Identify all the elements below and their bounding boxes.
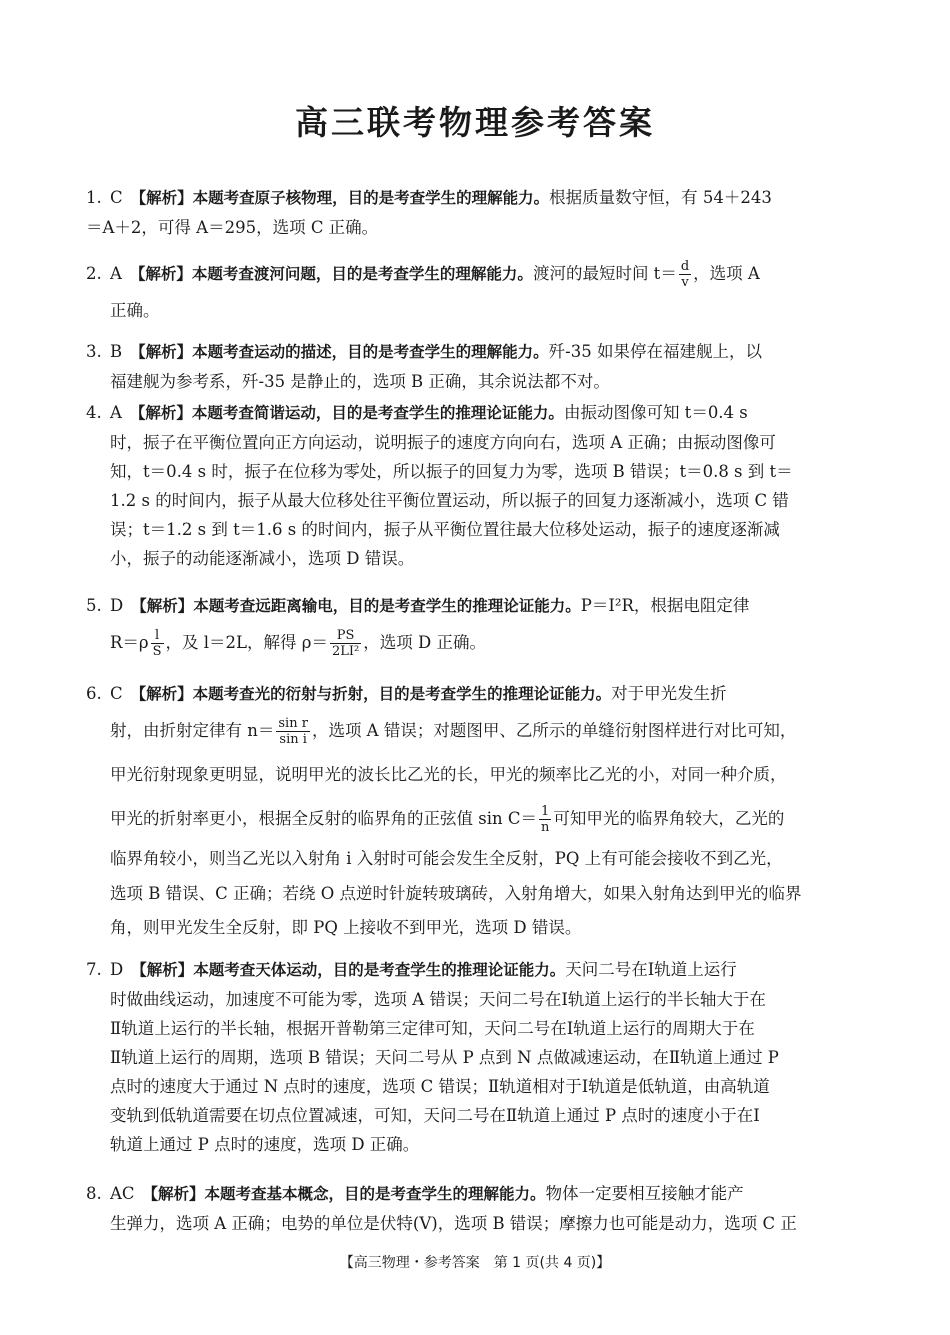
answer-item-3: 3. B 【解析】本题考查运动的描述，目的是考查学生的理解能力。歼-35 如果停在福建舰上，以 福建舰为参考系，歼-35 是静止的，选项 B 正确，其余说法都不对。 <box>86 342 762 391</box>
fraction-d-over-v: $\frac{d}{v}$ <box>680 259 690 290</box>
page-footer: 【高三物理・参考答案 第 1 页(共 4 页)】 <box>339 1255 611 1271</box>
answer-item-1: 1. C 【解析】本题考查原子核物理，目的是考查学生的理解能力。根据质量数守恒，有 54＋243 ＝A＋2，可得 A＝295，选项 C 正确。 <box>86 188 772 237</box>
answer-item-5: 5. D 【解析】本题考查远距离输电，目的是考查学生的推理论证能力。P＝I²R，根据电阻定律 R＝ρ $\frac{l}{S}$ ，及 l＝2L，解得 ρ＝ $\frac{PS}{\text{2LI²}}$ ，选项 D 正确。 <box>86 596 750 659</box>
page-title: 高三联考物理参考答案 <box>295 103 655 142</box>
fraction-ps-over-2li2: $\frac{PS}{\text{2LI²}}$ <box>331 628 360 659</box>
fraction-l-over-s: $\frac{l}{S}$ <box>152 628 162 659</box>
fraction-sinr-over-sini: $\frac{\text{sin r}}{\text{sin i}}$ <box>278 716 308 747</box>
answer-item-7: 7. D 【解析】本题考查天体运动，目的是考查学生的推理论证能力。天问二号在Ⅰ轨道上运行 时做曲线运动，加速度不可能为零，选项 A 错误；天问二号在Ⅰ轨道上运行的半长轴大于在 Ⅱ轨道上运行的半长轴，根据开普勒第三定律可知，天问二号在Ⅰ轨道上运行的周期大于在 Ⅱ轨道上运行的周期，选项 B 错误；天问二号从 P 点到 N 点做减速运动，在Ⅱ轨道上通过 P 点时的速度大于通过 N 点时的速度，选项 C 错误；Ⅱ轨道相对于Ⅰ轨道是低轨道，由高轨道 变轨到低轨道需要在切点位置减速，可知，天问二号在Ⅱ轨道上通过 P 点时的速度小于在Ⅰ 轨道上通过 P 点时的速度，选项 D 正确。 <box>86 960 779 1154</box>
answer-item-2: 2. A 【解析】本题考查渡河问题，目的是考查学生的理解能力。渡河的最短时间 t＝ $\frac{d}{v}$ ，选项 A 正确。 <box>86 259 760 320</box>
answer-item-8: 8. AC 【解析】本题考查基本概念，目的是考查学生的理解能力。物体一定要相互接触才能产 生弹力，选项 A 正确；电势的单位是伏特(V)，选项 B 错误；摩擦力也可能是动力，选项 C 正 <box>86 1184 797 1233</box>
answer-item-6: 6. C 【解析】本题考查光的衍射与折射，目的是考查学生的推理论证能力。对于甲光发生折 射，由折射定律有 n＝ $\frac{\text{sin r}}{\text{sin i}}$ ，选项 A 错误；对题图甲、乙所示的单缝衍射图样进行对比可知， 甲光衍射现象更明显，说明甲光的波长比乙光的长，甲光的频率比乙光的小，对同一种介质， 甲光的折射率更小，根据全反射的临界角的正弦值 sin C＝ $\frac{1}{n}$ 可知甲光的临界角较大，乙光的 临界角较小，则当乙光以入射角 i 入射时可能会发生全反射，PQ 上有可能会接收不到乙光， 选项 B 错误、C 正确；若绕 O 点逆时针旋转玻璃砖，入射角增大，如果入射角达到甲光的临界 角，则甲光发生全反射，即 PQ 上接收不到甲光，选项 D 错误。 <box>86 684 802 937</box>
fraction-1-over-n: $\frac{1}{n}$ <box>541 804 550 835</box>
answer-item-4: 4. A 【解析】本题考查简谐运动，目的是考查学生的推理论证能力。由振动图像可知 t＝0.4 s 时，振子在平衡位置向正方向运动，说明振子的速度方向向右，选项 A 正确；由振动图像可 知，t＝0.4 s 时，振子在位移为零处，所以振子的回复力为零，选项 B 错误；t＝0.8 s 到 t＝ 1.2 s 的时间内，振子从最大位移处往平衡位置运动，所以振子的回复力逐渐减小，选项 C 错 误；t＝1.2 s 到 t＝1.6 s 的时间内，振子从平衡位置往最大位移处运动，振子的速度逐渐减 小，振子的动能逐渐减小，选项 D 错误。 <box>86 403 793 568</box>
